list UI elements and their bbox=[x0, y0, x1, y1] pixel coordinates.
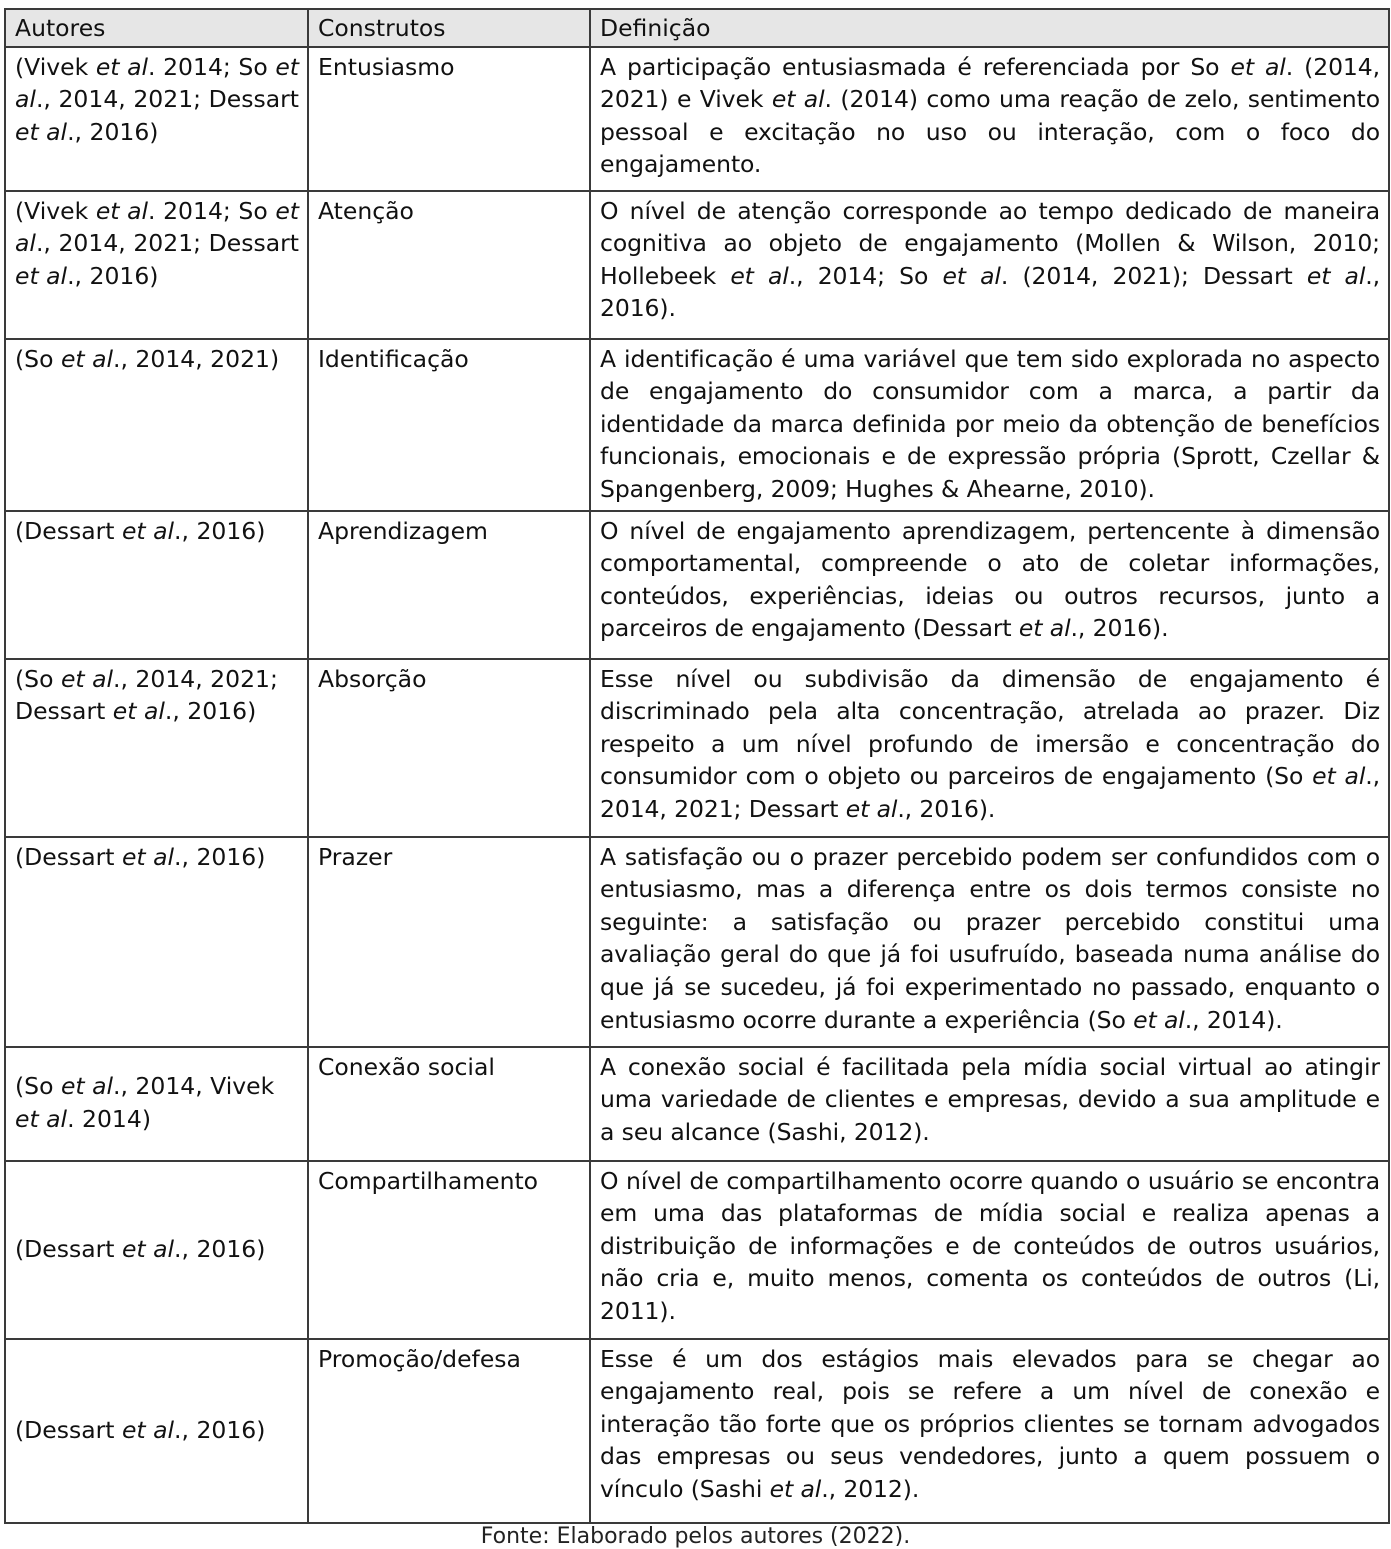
table-row bbox=[5, 47, 1389, 191]
header-autores: Autores bbox=[5, 9, 308, 47]
text-run: A satisfação ou o prazer percebido podem ser confundidos com o entusiasmo, mas a diferença entre os dois termos consiste no seguinte: a satisfação ou prazer percebido constitui uma avaliação geral do que já foi usufruído, baseada numa análise do que já se sucedeu, já foi experimentado no passado, enquanto o entusiasmo ocorre durante a experiência (So bbox=[600, 842, 1380, 1034]
italic-citation-text: et al bbox=[1230, 52, 1286, 81]
table-row bbox=[5, 1339, 1389, 1523]
text-run: ., 2016) bbox=[67, 261, 159, 290]
cell-definition bbox=[590, 47, 1389, 191]
cell-authors bbox=[5, 339, 308, 511]
constructs-table bbox=[4, 8, 1390, 1524]
italic-citation-text: et al bbox=[15, 1105, 68, 1134]
cell-definition bbox=[590, 837, 1389, 1047]
text-run: Esse nível ou subdivisão da dimensão de engajamento é discriminado pela alta concentração, atrelada ao prazer. Diz respeito a um nível profundo de imersão e concentração do consumidor com o objeto ou parceiros de engajamento (So bbox=[600, 664, 1380, 791]
text-run: ., 2014, 2021; Dessart bbox=[15, 664, 278, 726]
text-run: O nível de engajamento aprendizagem, pertencente à dimensão comportamental, compreende o ato de coletar informações, conteúdos, experiências, ideias ou outros recursos, junto a parceiros de engajamento (Dessart bbox=[600, 516, 1380, 643]
header-definicao: Definição bbox=[590, 9, 1389, 47]
text-run: A participação entusiasmada é referenciada por So bbox=[600, 52, 1231, 81]
cell-definition bbox=[590, 1161, 1389, 1339]
text-run: . 2014) bbox=[67, 1105, 151, 1134]
table-row bbox=[5, 339, 1389, 511]
text-run: . 2014; So bbox=[148, 196, 276, 225]
table-row bbox=[5, 1047, 1389, 1161]
italic-citation-text: et al bbox=[60, 344, 114, 373]
cell-definition bbox=[590, 659, 1389, 837]
italic-citation-text: et al bbox=[1312, 762, 1366, 791]
cell-construct: Aprendizagem bbox=[308, 511, 590, 659]
cell-construct: Conexão social bbox=[308, 1047, 590, 1161]
text-run: ., 2016). bbox=[1070, 614, 1169, 643]
italic-citation-text: et al bbox=[730, 261, 789, 290]
italic-citation-text: et al bbox=[1018, 614, 1071, 643]
text-run: . (2014, 2021) e Vivek bbox=[600, 52, 1380, 114]
text-run: ., 2014, 2021; Dessart bbox=[35, 229, 299, 258]
cell-construct: Prazer bbox=[308, 837, 590, 1047]
italic-citation-text: et al bbox=[121, 1415, 175, 1444]
italic-citation-text: et al bbox=[15, 196, 299, 258]
cell-authors bbox=[5, 837, 308, 1047]
cell-authors bbox=[5, 47, 308, 191]
text-run: (So bbox=[15, 664, 61, 693]
text-run: (So bbox=[15, 1072, 61, 1101]
italic-citation-text: et al bbox=[95, 52, 149, 81]
text-run: ., 2014, 2021; Dessart bbox=[35, 85, 299, 114]
italic-citation-text: et al bbox=[121, 842, 175, 871]
cell-authors bbox=[5, 511, 308, 659]
italic-citation-text: et al bbox=[112, 697, 165, 726]
text-run: A identificação é uma variável que tem sido explorada no aspecto de engajamento do consumidor com a marca, a partir da identidade da marca definida por meio da obtenção de benefícios funcionais, emocionais e de expressão própria (Sprott, Czellar & Spangenberg, 2009; Hughes & Ahearne, 2010). bbox=[600, 344, 1380, 503]
text-run: (Dessart bbox=[15, 1234, 122, 1263]
table-row bbox=[5, 659, 1389, 837]
text-run: (So bbox=[15, 344, 61, 373]
italic-citation-text: et al bbox=[15, 261, 68, 290]
italic-citation-text: et al bbox=[60, 1072, 114, 1101]
text-run: ., 2012). bbox=[821, 1474, 920, 1503]
text-run: (Dessart bbox=[15, 1415, 122, 1444]
text-run: ., 2014, 2021; Dessart bbox=[600, 762, 1380, 823]
text-run: ., 2014, 2021) bbox=[113, 344, 280, 373]
cell-definition bbox=[590, 191, 1389, 339]
italic-citation-text: et al bbox=[121, 516, 175, 545]
text-run: (Dessart bbox=[15, 516, 122, 545]
italic-citation-text: et al bbox=[769, 1474, 822, 1503]
text-run: A conexão social é facilitada pela mídia social virtual ao atingir uma variedade de clientes e empresas, devido a sua amplitude e a seu alcance (Sashi, 2012). bbox=[600, 1052, 1380, 1146]
italic-citation-text: et al bbox=[771, 85, 825, 114]
cell-authors bbox=[5, 659, 308, 837]
text-run: . (2014) como uma reação de zelo, sentimento pessoal e excitação no uso ou interação, com o foco do engajamento. bbox=[600, 85, 1380, 179]
italic-citation-text: et al bbox=[845, 794, 898, 823]
header-construtos: Construtos bbox=[308, 9, 590, 47]
text-run: ., 2016) bbox=[174, 1415, 266, 1444]
table-row bbox=[5, 511, 1389, 659]
table-row bbox=[5, 191, 1389, 339]
text-run: ., 2016) bbox=[174, 516, 266, 545]
table-source-note: Fonte: Elaborado pelos autores (2022). bbox=[480, 1524, 911, 1549]
italic-citation-text: et al bbox=[121, 1234, 175, 1263]
cell-construct: Promoção/defesa bbox=[308, 1339, 590, 1523]
text-run: ., 2014; So bbox=[788, 261, 943, 290]
text-run: . 2014; So bbox=[148, 52, 276, 81]
cell-construct: Atenção bbox=[308, 191, 590, 339]
text-run: ., 2016) bbox=[174, 842, 266, 871]
text-run: (Vivek bbox=[15, 52, 96, 81]
italic-citation-text: et al bbox=[15, 117, 68, 146]
cell-definition bbox=[590, 511, 1389, 659]
italic-citation-text: et al bbox=[942, 261, 1001, 290]
cell-construct: Entusiasmo bbox=[308, 47, 590, 191]
italic-citation-text: et al bbox=[1133, 1005, 1185, 1034]
cell-authors bbox=[5, 1047, 308, 1161]
text-run: O nível de atenção corresponde ao tempo dedicado de maneira cognitiva ao objeto de engajamento (Mollen & Wilson, 2010; Hollebeek bbox=[600, 196, 1380, 290]
text-run: . (2014, 2021); Dessart bbox=[1000, 261, 1307, 290]
cell-authors bbox=[5, 1161, 308, 1339]
table-header-row bbox=[5, 9, 1389, 47]
italic-citation-text: et al bbox=[1306, 261, 1366, 290]
cell-construct: Absorção bbox=[308, 659, 590, 837]
italic-citation-text: et al bbox=[15, 52, 299, 114]
table-body bbox=[5, 47, 1389, 1523]
cell-authors bbox=[5, 1339, 308, 1523]
table-row bbox=[5, 837, 1389, 1047]
cell-construct: Identificação bbox=[308, 339, 590, 511]
text-run: (Dessart bbox=[15, 842, 122, 871]
cell-construct: Compartilhamento bbox=[308, 1161, 590, 1339]
cell-definition bbox=[590, 339, 1389, 511]
text-run: ., 2016) bbox=[174, 1234, 266, 1263]
text-run: ., 2016) bbox=[67, 117, 159, 146]
text-run: O nível de compartilhamento ocorre quando o usuário se encontra em uma das plataformas de mídia social e realiza apenas a distribuição de informações e de conteúdos de outros usuários, não cria e, muito menos, comenta os conteúdos de outros (Li, 2011). bbox=[600, 1166, 1380, 1325]
cell-definition bbox=[590, 1047, 1389, 1161]
text-run: ., 2016) bbox=[164, 697, 257, 726]
italic-citation-text: et al bbox=[60, 664, 114, 693]
table-row bbox=[5, 1161, 1389, 1339]
text-run: ., 2016). bbox=[600, 261, 1381, 323]
text-run: Esse é um dos estágios mais elevados para se chegar ao engajamento real, pois se refere a um nível de conexão e interação tão forte que os próprios clientes se tornam advogados das empresas ou seus vendedores, junto a quem possuem o vínculo (Sashi bbox=[600, 1344, 1380, 1503]
text-run: ., 2016). bbox=[897, 794, 996, 823]
text-run: (Vivek bbox=[15, 196, 96, 225]
text-run: ., 2014). bbox=[1184, 1005, 1283, 1034]
cell-definition bbox=[590, 1339, 1389, 1523]
cell-authors bbox=[5, 191, 308, 339]
italic-citation-text: et al bbox=[95, 196, 149, 225]
text-run: ., 2014, Vivek bbox=[113, 1072, 275, 1101]
